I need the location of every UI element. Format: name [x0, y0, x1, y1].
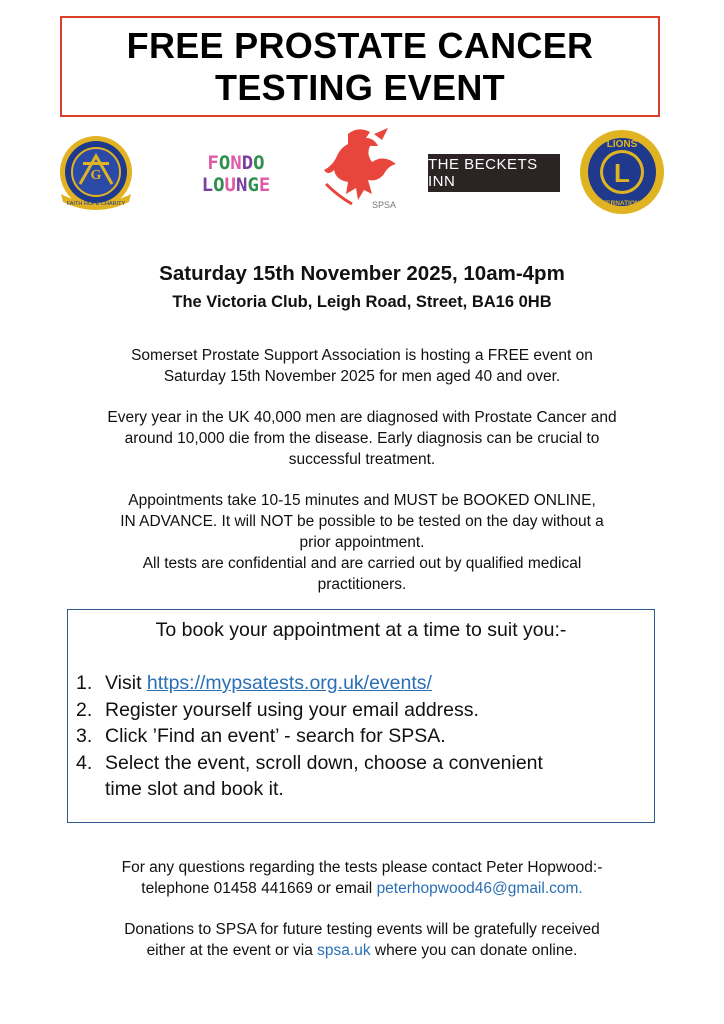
sponsor-logos [0, 124, 724, 216]
stats-paragraph: Every year in the UK 40,000 men are diagnosed with Prostate Cancer and around 10,000 die from the disease. Early diagnosis can be crucial to successful treatment. [107, 409, 617, 468]
event-date-time: Saturday 15th November 2025, 10am-4pm [159, 262, 565, 285]
booking-step-3: 3. Click ’Find an event’ - search for SPSA. [76, 725, 446, 747]
spsa-dragon-logo [318, 124, 406, 214]
fondo-word: FONDO [207, 152, 265, 174]
booking-heading: To book your appointment at a time to suit you:- [155, 619, 567, 641]
spsa-site-link[interactable]: spsa.uk [317, 942, 371, 959]
intro-paragraph: Somerset Prostate Support Association is hosting a FREE event on Saturday 15th November 2025 for men aged 40 and over. [131, 347, 593, 385]
booking-step-2: 2. Register yourself using your email address. [76, 698, 479, 721]
booking-step-4: 4. Select the event, scroll down, choose a convenient time slot and book it. [76, 751, 543, 800]
donations-paragraph: Donations to SPSA for future testing events will be gratefully received either at the event or via spsa.uk where you can donate online. [124, 921, 600, 959]
beckets-inn-logo: THE BECKETS INN [428, 154, 560, 192]
lions-logo [577, 127, 667, 217]
booking-steps [76, 670, 646, 803]
lounge-word: LOUNGE [201, 174, 271, 196]
events-link[interactable]: https://mypsatests.org.uk/events/ [146, 672, 432, 694]
masonic-letter: G [90, 168, 102, 183]
lions-bottom-text: INTERNATIONAL [595, 200, 649, 207]
spsa-label: SPSA [371, 200, 397, 210]
event-venue: The Victoria Club, Leigh Road, Street, BA16 0HB [172, 293, 552, 311]
fondo-lounge-logo [183, 152, 289, 196]
masonic-ribbon-text: FAITH HOPE CHARITY [66, 201, 126, 207]
contact-email-link[interactable]: peterhopwood46@gmail.com. [376, 880, 583, 897]
booking-step-1: 1. Visit https://mypsatests.org.uk/events/ [76, 672, 432, 694]
lions-letter: L [614, 158, 630, 188]
contact-paragraph: For any questions regarding the tests please contact Peter Hopwood:- telephone 01458 441669 or email peterhopwood46@gmail.com. [121, 859, 603, 897]
booking-instructions-box [67, 609, 655, 823]
title-box [60, 16, 660, 117]
title-line-2: TESTING EVENT [215, 66, 505, 108]
appointments-paragraph: Appointments take 10-15 minutes and MUST be BOOKED ONLINE, IN ADVANCE. It will NOT be possible to be tested on the day without a prior appointment. All tests are confidential and are carried out by qualified medical practitioners. [120, 492, 604, 593]
lions-top-text: LIONS [606, 139, 638, 150]
title-line-1: FREE PROSTATE CANCER [126, 24, 594, 66]
masonic-logo [55, 132, 137, 214]
